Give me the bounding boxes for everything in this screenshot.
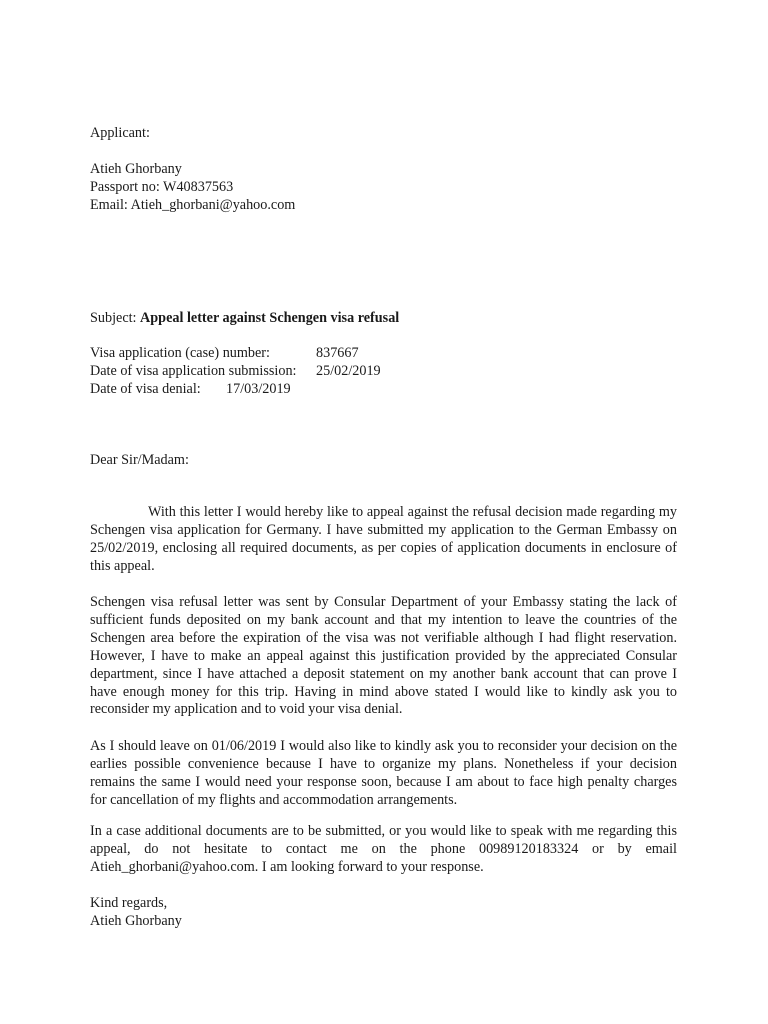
subject-title: Appeal letter against Schengen visa refusal xyxy=(140,310,400,326)
denial-date-label: Date of visa denial: xyxy=(90,381,201,397)
paragraph-text: Schengen visa refusal letter was sent by Consular Department of your Embassy stating the lack of sufficient funds deposited on my bank account and that my intention to leave the countries of the Schengen area before the expiration of the visa was not verifiable although I had flight reservation. However, I have to make an appeal against this justification provided by the appreciated Consular department, since I have attached a deposit statement on my another bank account that can prove I have enough money for this trip. Having in mind above stated I would like to kindly ask you to reconsider my application and to void your visa denial. xyxy=(90,594,677,718)
closing-regards: Kind regards, xyxy=(90,895,168,911)
applicant-passport: Passport no: W40837563 xyxy=(90,179,234,195)
denial-date-value: 17/03/2019 xyxy=(226,381,291,397)
applicant-heading: Applicant: xyxy=(90,125,150,141)
paragraph-refusal-reason xyxy=(90,594,677,719)
paragraph-text: In a case additional documents are to be submitted, or you would like to speak with me regarding this appeal, do not hesitate to contact me on the phone 00989120183324 or by email Atieh_ghorbani@yahoo.com. I am looking forward to your response. xyxy=(90,823,677,875)
applicant-name: Atieh Ghorbany xyxy=(90,161,182,177)
signature-name: Atieh Ghorbany xyxy=(90,913,182,929)
salutation: Dear Sir/Madam: xyxy=(90,452,189,468)
paragraph-contact xyxy=(90,823,677,877)
case-number-label: Visa application (case) number: xyxy=(90,345,270,361)
paragraph-text: With this letter I would hereby like to appeal against the refusal decision made regarding my Schengen visa application for Germany. I have submitted my application to the German Embassy on 25/02/2019, enclosing all required documents, as per copies of application documents in enclosure of this appeal. xyxy=(90,504,677,574)
submission-date-label: Date of visa application submission: xyxy=(90,363,297,379)
case-number-value: 837667 xyxy=(316,345,359,361)
submission-date-value: 25/02/2019 xyxy=(316,363,381,379)
paragraph-urgency xyxy=(90,738,677,810)
subject-label: Subject: xyxy=(90,310,141,326)
subject-line xyxy=(90,309,399,327)
paragraph-text: As I should leave on 01/06/2019 I would also like to kindly ask you to reconsider your decision on the earlies possible convenience because I have to organize my plans. Nonetheless if your decision remains the same I would need your response soon, because I am about to face high penalty charges for cancellation of my flights and accommodation arrangements. xyxy=(90,738,677,808)
applicant-email: Email: Atieh_ghorbani@yahoo.com xyxy=(90,197,296,213)
paragraph-appeal-intro xyxy=(90,504,677,576)
